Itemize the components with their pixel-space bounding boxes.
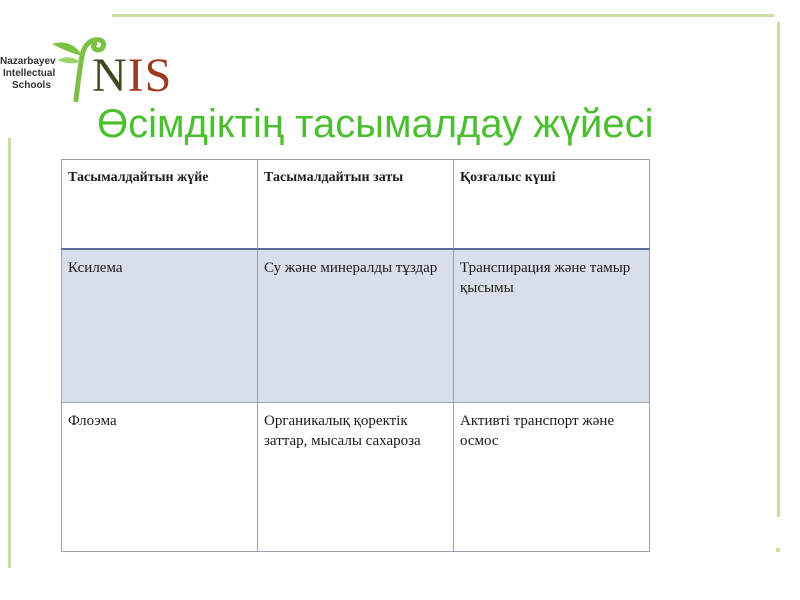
cell-phloem-system: Флоэма [62, 403, 258, 552]
nis-logo-wordmark [92, 49, 173, 102]
decor-left-line [8, 138, 11, 568]
cell-xylem-substance: Су және минералды тұздар [258, 249, 454, 403]
table-header-row [62, 160, 650, 250]
header-transport-system: Тасымалдайтын жүйе [62, 160, 258, 250]
transport-table [61, 159, 650, 552]
logo-org-line-1: Nazarbayev [0, 56, 56, 67]
slide-title: Өсімдіктің тасымалдау жүйесі [97, 102, 654, 146]
cell-xylem-force: Транспирация және тамыр қысымы [454, 249, 650, 403]
decor-right-line [777, 22, 780, 517]
logo-word-is: IS [127, 49, 173, 102]
decor-top-line [112, 14, 774, 17]
table-row [62, 403, 650, 552]
logo-org-line-3: Schools [12, 80, 51, 91]
cell-xylem-system: Ксилема [62, 249, 258, 403]
decor-dot [776, 548, 780, 552]
table-row [62, 249, 650, 403]
cell-phloem-substance: Органикалық қоректік заттар, мысалы сахароза [258, 403, 454, 552]
header-driving-force: Қозғалыс күші [454, 160, 650, 250]
header-transported-substance: Тасымалдайтын заты [258, 160, 454, 250]
logo-org-line-2: Intellectual [3, 68, 56, 79]
logo-word-n: N [92, 49, 128, 102]
cell-phloem-force: Активті транспорт және осмос [454, 403, 650, 552]
